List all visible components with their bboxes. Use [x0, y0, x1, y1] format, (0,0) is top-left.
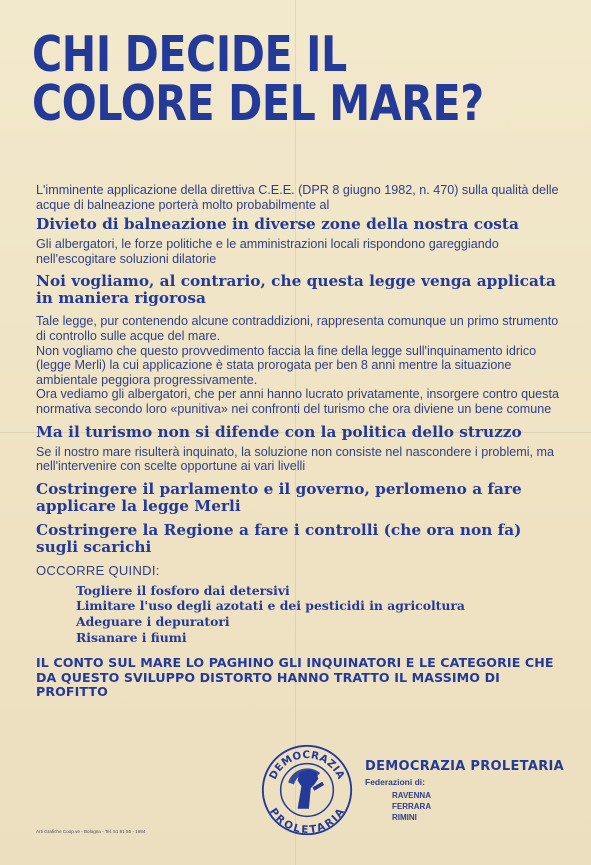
paragraph-mare-inquinato: Se il nostro mare risulterà inquinato, la soluzione non consiste nel nascondere i problemi, ma nell'intervenire con scelte opportune ai vari livelli — [36, 444, 555, 474]
list-item: Adeguare i depuratori — [76, 613, 230, 629]
paragraph-legge-merli: Non vogliamo che questo provvedimento faccia la fine della legge sull'inquinamento idrico (legge Merli) la cui applicazione è stata prorogata per ben 8 anni mentre la situazione ambientale peggiora progressivamente. — [36, 343, 537, 387]
svg-text:PROLETARIA — [267, 806, 347, 836]
printer-credit: Arti Grafiche Coop.ve - Bologna - Tel. 51 91 55 - 1984 — [36, 829, 146, 834]
poster-body — [36, 183, 561, 699]
heading-parlamento: Costringere il parlamento e il governo, perlomeno a fare applicare la legge Merli — [36, 479, 522, 515]
heading-regione: Costringere la Regione a fare i controlli (che ora non fa) sugli scarichi — [36, 520, 522, 556]
list-item: FERRARA — [392, 802, 432, 811]
federations-label: Federazioni di: — [365, 777, 425, 787]
list-item: Limitare l'uso degli azotati e dei pesticidi in agricoltura — [76, 598, 465, 614]
poster-title — [32, 26, 486, 132]
party-logo — [260, 743, 354, 837]
party-name: DEMOCRAZIA PROLETARIA — [365, 759, 565, 774]
heading-divieto: Divieto di balneazione in diverse zone della nostra costa — [36, 215, 519, 234]
occorre-quindi: OCCORRE QUINDI: — [36, 562, 160, 578]
actions-list — [76, 583, 561, 645]
list-item: Risanare i fiumi — [76, 629, 187, 645]
list-item: RIMINI — [392, 813, 417, 822]
list-item: Togliere il fosforo dai detersivi — [76, 582, 290, 598]
raised-fist-icon — [288, 768, 324, 808]
paragraph-tale-legge: Tale legge, pur contenendo alcune contraddizioni, rappresenta comunque un primo strumento di controllo sulle acque del mare. — [36, 314, 559, 343]
intro-paragraph: L'imminente applicazione della direttiva C.E.E. (DPR 8 giugno 1982, n. 470) sulla qualità delle acque di balneazione porterà molto probabilmente al — [36, 183, 559, 212]
list-item: RAVENNA — [392, 791, 431, 800]
logo-text-bottom: PROLETARIA — [266, 806, 347, 837]
closing-statement: IL CONTO SUL MARE LO PAGHINO GLI INQUINATORI E LE CATEGORIE CHE DA QUESTO SVILUPPO DISTORTO HANNO TRATTO IL MASSIMO DI PROFITTO — [36, 655, 554, 699]
logo-text-top: DEMOCRAZIA — [267, 748, 348, 782]
heading-turismo: Ma il turismo non si difende con la politica dello struzzo — [36, 422, 522, 441]
paragraph-albergatori: Gli albergatori, le forze politiche e le amministrazioni locali rispondono gareggiando nell'escogitare soluzioni dilatorie — [36, 237, 499, 266]
title-line-2: COLORE DEL MARE? — [32, 75, 484, 132]
heading-noi-vogliamo: Noi vogliamo, al contrario, che questa legge venga applicata in maniera rigorosa — [36, 272, 556, 308]
federations-list — [392, 790, 431, 823]
paragraph-ora-vediamo: Ora vediamo gli albergatori, che per anni hanno lucrato privatamente, insorgere contro questa normativa secondo loro «punitiva» nei confronti del turismo che ora diviene un bene comune — [36, 387, 559, 416]
title-line-1: CHI DECIDE IL — [32, 26, 347, 83]
